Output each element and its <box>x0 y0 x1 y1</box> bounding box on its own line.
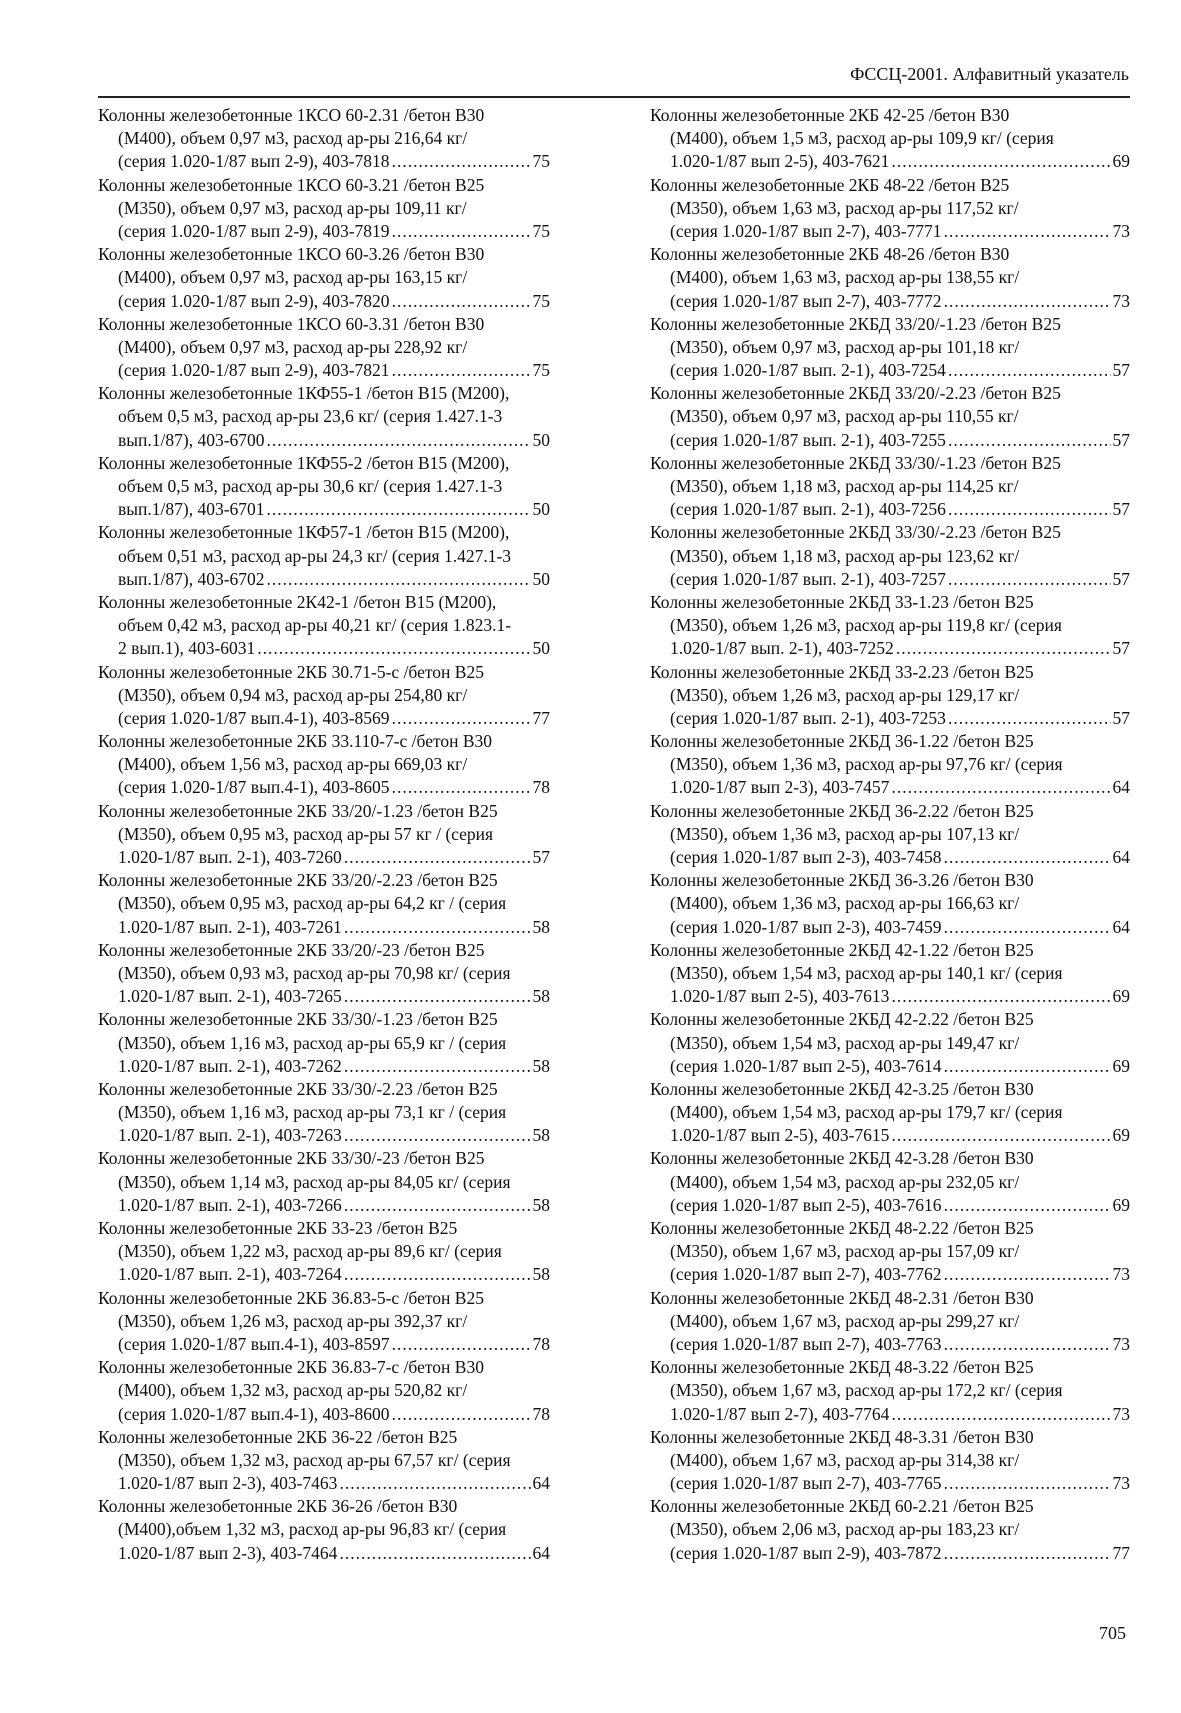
entry-last-line <box>650 1263 1130 1286</box>
dot-leader <box>891 1403 1110 1426</box>
entry-detail-line: вып.1/87), 403-6702 <box>118 568 265 589</box>
entry-detail-line: (серия 1.020-1/87 вып 2-3), 403-7459 <box>670 916 942 937</box>
entry-detail-line: 1.020-1/87 вып. 2-1), 403-7263 <box>118 1125 342 1146</box>
index-entry <box>98 869 550 939</box>
entry-detail-line: (М350), объем 1,36 м3, расход ар-ры 107,13 кг/ <box>670 823 1020 844</box>
entry-page-ref: 75 <box>532 360 550 381</box>
dot-leader <box>948 707 1111 730</box>
entry-last-line <box>650 150 1130 173</box>
entry-detail-line: (М350), объем 0,93 м3, расход ар-ры 70,98 кг/ (серия <box>118 962 511 983</box>
dot-leader <box>891 150 1110 173</box>
entry-page-ref: 57 <box>1112 568 1130 589</box>
entry-detail-line: 1.020-1/87 вып 2-3), 403-7457 <box>670 777 890 798</box>
entry-detail-line: (М350), объем 0,97 м3, расход ар-ры 101,18 кг/ <box>670 336 1020 357</box>
entry-title-line: Колонны железобетонные 2КБ 33/20/-2.23 /бетон В25 <box>98 870 498 891</box>
dot-leader <box>392 290 531 313</box>
entry-title-line: Колонны железобетонные 2КБ 36-26 /бетон В30 <box>98 1496 458 1517</box>
entry-page-ref: 69 <box>1112 986 1130 1007</box>
entry-detail-line: (М350), объем 2,06 м3, расход ар-ры 183,23 кг/ <box>670 1519 1020 1540</box>
index-entry <box>98 800 550 870</box>
entry-last-line <box>650 429 1130 452</box>
entry-page-ref: 58 <box>532 1264 550 1285</box>
entry-detail-line: 1.020-1/87 вып. 2-1), 403-7266 <box>118 1194 342 1215</box>
entry-title-line: Колонны железобетонные 2КБД 33/30/-2.23 /бетон В25 <box>650 522 1061 543</box>
entry-page-ref: 50 <box>532 568 550 589</box>
entry-page-ref: 78 <box>532 1403 550 1424</box>
entry-last-line <box>98 916 550 939</box>
dot-leader <box>896 637 1111 660</box>
entry-title-line: Колонны железобетонные 2КБ 30.71-5-с /бетон В25 <box>98 661 484 682</box>
entry-last-line <box>98 776 550 799</box>
entry-detail-line: 1.020-1/87 вып. 2-1), 403-7252 <box>670 638 894 659</box>
entry-last-line <box>650 1124 1130 1147</box>
entry-page-ref: 64 <box>532 1542 550 1563</box>
entry-page-ref: 78 <box>532 1333 550 1354</box>
entry-title-line: Колонны железобетонные 2КБ 33/20/-23 /бетон В25 <box>98 939 485 960</box>
index-entry <box>98 661 550 731</box>
entry-detail-line: 1.020-1/87 вып 2-5), 403-7615 <box>670 1125 890 1146</box>
entry-title-line: Колонны железобетонные 2КБ 33/30/-1.23 /бетон В25 <box>98 1009 498 1030</box>
entry-detail-line: (серия 1.020-1/87 вып 2-7), 403-7772 <box>670 290 942 311</box>
entry-detail-line: (серия 1.020-1/87 вып. 2-1), 403-7257 <box>670 568 946 589</box>
dot-leader <box>944 220 1111 243</box>
index-entry <box>650 174 1130 244</box>
index-entry <box>650 869 1130 939</box>
index-entry <box>98 1008 550 1078</box>
entry-last-line <box>650 1333 1130 1356</box>
entry-detail-line: (М350), объем 1,54 м3, расход ар-ры 140,1 кг/ (серия <box>670 962 1063 983</box>
entry-last-line <box>98 220 550 243</box>
index-column-left <box>98 104 550 1565</box>
entry-last-line <box>98 1472 550 1495</box>
entry-title-line: Колонны железобетонные 2КБ 36.83-7-с /бетон В30 <box>98 1357 484 1378</box>
entry-last-line <box>98 290 550 313</box>
entry-last-line <box>98 1263 550 1286</box>
index-entry <box>98 939 550 1009</box>
header-rule <box>98 96 1130 98</box>
index-entry <box>98 1147 550 1217</box>
entry-detail-line: (М350), объем 1,36 м3, расход ар-ры 97,76 кг/ (серия <box>670 754 1063 775</box>
entry-last-line <box>650 1472 1130 1495</box>
dot-leader <box>944 1263 1111 1286</box>
entry-detail-line: (М350), объем 1,26 м3, расход ар-ры 119,8 кг/ (серия <box>670 615 1062 636</box>
entry-detail-line: 1.020-1/87 вып 2-5), 403-7621 <box>670 151 890 172</box>
entry-detail-line: 1.020-1/87 вып 2-7), 403-7764 <box>670 1403 890 1424</box>
entry-page-ref: 50 <box>532 638 550 659</box>
entry-page-ref: 57 <box>532 847 550 867</box>
dot-leader <box>339 1472 530 1495</box>
entry-page-ref: 77 <box>532 707 550 728</box>
entry-detail-line: (серия 1.020-1/87 вып 2-9), 403-7818 <box>118 151 390 172</box>
entry-detail-line: 1.020-1/87 вып. 2-1), 403-7260 <box>118 847 342 867</box>
entry-detail-line: (М400), объем 0,97 м3, расход ар-ры 228,92 кг/ <box>118 336 468 357</box>
dot-leader <box>944 290 1111 313</box>
dot-leader <box>344 985 531 1008</box>
entry-title-line: Колонны железобетонные 2КБ 33/20/-1.23 /бетон В25 <box>98 800 498 821</box>
entry-detail-line: 1.020-1/87 вып. 2-1), 403-7261 <box>118 916 342 937</box>
entry-detail-line: 2 вып.1), 403-6031 <box>118 638 256 659</box>
entry-detail-line: 1.020-1/87 вып 2-5), 403-7613 <box>670 986 890 1007</box>
entry-page-ref: 58 <box>532 916 550 937</box>
index-entry <box>650 800 1130 870</box>
entry-title-line: Колонны железобетонные 2КБ 48-26 /бетон В30 <box>650 244 1010 265</box>
entry-detail-line: (М400), объем 1,5 м3, расход ар-ры 109,9 кг/ (серия <box>670 128 1054 149</box>
entry-page-ref: 57 <box>1112 360 1130 381</box>
entry-last-line <box>98 1194 550 1217</box>
index-entry <box>98 104 550 174</box>
entry-detail-line: (М400), объем 1,63 м3, расход ар-ры 138,55 кг/ <box>670 267 1020 288</box>
entry-title-line: Колонны железобетонные 2КБД 42-3.25 /бетон В30 <box>650 1078 1034 1099</box>
dot-leader <box>944 1333 1111 1356</box>
entry-title-line: Колонны железобетонные 1КСО 60-3.31 /бетон В30 <box>98 313 485 334</box>
page-number: 705 <box>1099 1623 1126 1643</box>
entry-detail-line: (М350), объем 1,67 м3, расход ар-ры 172,2 кг/ (серия <box>670 1380 1063 1401</box>
index-entry <box>98 174 550 244</box>
entry-last-line <box>98 359 550 382</box>
entry-page-ref: 57 <box>1112 707 1130 728</box>
entry-title-line: Колонны железобетонные 1КСО 60-3.21 /бетон В25 <box>98 174 485 195</box>
entry-detail-line: (М400), объем 1,56 м3, расход ар-ры 669,03 кг/ <box>118 754 468 775</box>
dot-leader <box>948 429 1111 452</box>
dot-leader <box>944 1472 1111 1495</box>
entry-last-line <box>650 637 1130 660</box>
entry-page-ref: 69 <box>1112 1125 1130 1146</box>
index-entry <box>650 730 1130 800</box>
entry-last-line <box>98 429 550 452</box>
entry-detail-line: (серия 1.020-1/87 вып 2-9), 403-7821 <box>118 360 390 381</box>
entry-title-line: Колонны железобетонные 2КБД 33-2.23 /бетон В25 <box>650 661 1034 682</box>
entry-last-line <box>650 220 1130 243</box>
entry-detail-line: объем 0,51 м3, расход ар-ры 24,3 кг/ (серия 1.427.1-3 <box>118 545 512 566</box>
dot-leader <box>891 1124 1110 1147</box>
dot-leader <box>257 637 530 660</box>
entry-detail-line: (М400), объем 1,54 м3, расход ар-ры 232,05 кг/ <box>670 1171 1020 1192</box>
entry-page-ref: 64 <box>1112 847 1130 867</box>
entry-page-ref: 64 <box>532 1473 550 1494</box>
entry-detail-line: (М400), объем 1,54 м3, расход ар-ры 179,7 кг/ (серия <box>670 1102 1063 1123</box>
entry-last-line <box>650 846 1130 869</box>
entry-title-line: Колонны железобетонные 2КБД 33/30/-1.23 /бетон В25 <box>650 452 1061 473</box>
entry-page-ref: 77 <box>1112 1542 1130 1563</box>
entry-detail-line: объем 0,5 м3, расход ар-ры 30,6 кг/ (серия 1.427.1-3 <box>118 476 503 496</box>
entry-detail-line: (серия 1.020-1/87 вып. 2-1), 403-7255 <box>670 429 946 450</box>
dot-leader <box>344 846 531 869</box>
index-entry <box>650 1008 1130 1078</box>
entry-detail-line: (серия 1.020-1/87 вып.4-1), 403-8605 <box>118 777 390 798</box>
entry-title-line: Колонны железобетонные 2КБД 48-2.22 /бетон В25 <box>650 1218 1034 1238</box>
entry-page-ref: 50 <box>532 499 550 520</box>
index-entry <box>650 1078 1130 1148</box>
entry-title-line: Колонны железобетонные 2КБ 36-22 /бетон В25 <box>98 1426 458 1447</box>
entry-detail-line: (М350), объем 0,97 м3, расход ар-ры 109,11 кг/ <box>118 197 467 218</box>
entry-title-line: Колонны железобетонные 2КБД 33/20/-2.23 /бетон В25 <box>650 383 1061 404</box>
entry-title-line: Колонны железобетонные 2КБД 60-2.21 /бетон В25 <box>650 1496 1034 1517</box>
entry-detail-line: объем 0,42 м3, расход ар-ры 40,21 кг/ (серия 1.823.1- <box>118 615 512 636</box>
index-entry <box>650 661 1130 731</box>
entry-last-line <box>650 707 1130 730</box>
entry-detail-line: (М350), объем 1,14 м3, расход ар-ры 84,05 кг/ (серия <box>118 1171 511 1192</box>
index-entry <box>650 591 1130 661</box>
index-entry <box>650 1287 1130 1357</box>
entry-page-ref: 58 <box>532 1125 550 1146</box>
entry-detail-line: (М350), объем 1,54 м3, расход ар-ры 149,47 кг/ <box>670 1032 1020 1053</box>
entry-last-line <box>650 1403 1130 1426</box>
index-entry <box>98 1078 550 1148</box>
entry-detail-line: (М350), объем 1,32 м3, расход ар-ры 67,57 кг/ (серия <box>118 1449 511 1470</box>
entry-last-line <box>650 985 1130 1008</box>
entry-detail-line: 1.020-1/87 вып. 2-1), 403-7264 <box>118 1264 342 1285</box>
dot-leader <box>392 220 531 243</box>
entry-detail-line: (серия 1.020-1/87 вып 2-7), 403-7763 <box>670 1333 942 1354</box>
dot-leader <box>344 1055 531 1078</box>
index-entry <box>98 313 550 383</box>
index-entry <box>650 452 1130 522</box>
index-entry <box>650 313 1130 383</box>
dot-leader <box>392 359 531 382</box>
index-entry <box>98 452 550 522</box>
entry-detail-line: (серия 1.020-1/87 вып 2-7), 403-7771 <box>670 220 942 241</box>
entry-page-ref: 64 <box>1112 777 1130 798</box>
dot-leader <box>891 776 1110 799</box>
index-entry <box>98 243 550 313</box>
index-entry <box>98 521 550 591</box>
entry-page-ref: 50 <box>532 429 550 450</box>
entry-detail-line: (М400), объем 1,36 м3, расход ар-ры 166,63 кг/ <box>670 893 1020 914</box>
entry-title-line: Колонны железобетонные 2КБД 33/20/-1.23 /бетон В25 <box>650 313 1061 334</box>
entry-title-line: Колонны железобетонные 2КБД 36-1.22 /бетон В25 <box>650 731 1034 752</box>
entry-last-line <box>650 1194 1130 1217</box>
entry-page-ref: 75 <box>532 220 550 241</box>
entry-last-line <box>98 1542 550 1565</box>
entry-title-line: Колонны железобетонные 2КБ 36.83-5-с /бетон В25 <box>98 1287 484 1308</box>
entry-detail-line: (серия 1.020-1/87 вып. 2-1), 403-7254 <box>670 360 946 381</box>
entry-page-ref: 75 <box>532 290 550 311</box>
dot-leader <box>344 1263 531 1286</box>
entry-page-ref: 69 <box>1112 151 1130 172</box>
entry-detail-line: (М350), объем 1,22 м3, расход ар-ры 89,6 кг/ (серия <box>118 1241 502 1262</box>
entry-page-ref: 73 <box>1112 290 1130 311</box>
index-entry <box>98 591 550 661</box>
dot-leader <box>344 1124 531 1147</box>
dot-leader <box>344 916 531 939</box>
index-entry <box>650 1217 1130 1287</box>
dot-leader <box>944 916 1111 939</box>
entry-detail-line: 1.020-1/87 вып. 2-1), 403-7262 <box>118 1055 342 1076</box>
entry-detail-line: (серия 1.020-1/87 вып.4-1), 403-8597 <box>118 1333 390 1354</box>
entry-last-line <box>98 637 550 660</box>
entry-last-line <box>98 150 550 173</box>
dot-leader <box>392 1403 531 1426</box>
entry-page-ref: 73 <box>1112 1264 1130 1285</box>
index-entry <box>98 730 550 800</box>
dot-leader <box>944 1055 1111 1078</box>
entry-detail-line: (серия 1.020-1/87 вып 2-9), 403-7820 <box>118 290 390 311</box>
dot-leader <box>948 359 1111 382</box>
entry-page-ref: 69 <box>1112 1194 1130 1215</box>
index-entry <box>650 521 1130 591</box>
dot-leader <box>944 1542 1111 1565</box>
entry-title-line: Колонны железобетонные 2КБД 36-2.22 /бетон В25 <box>650 800 1034 821</box>
dot-leader <box>891 985 1110 1008</box>
entry-last-line <box>98 1055 550 1078</box>
entry-detail-line: (М350), объем 0,95 м3, расход ар-ры 64,2 кг / (серия <box>118 893 507 914</box>
index-entry <box>650 382 1130 452</box>
entry-last-line <box>98 846 550 869</box>
entry-detail-line: (М400), объем 0,97 м3, расход ар-ры 163,15 кг/ <box>118 267 468 288</box>
entry-title-line: Колонны железобетонные 2КБ 42-25 /бетон В30 <box>650 105 1010 125</box>
entry-page-ref: 57 <box>1112 499 1130 520</box>
entry-title-line: Колонны железобетонные 2КБД 48-3.22 /бетон В25 <box>650 1357 1034 1378</box>
entry-last-line <box>98 1124 550 1147</box>
entry-detail-line: (М350), объем 1,26 м3, расход ар-ры 129,17 кг/ <box>670 684 1020 705</box>
entry-title-line: Колонны железобетонные 2КБД 48-3.31 /бетон В30 <box>650 1426 1034 1447</box>
entry-detail-line: (серия 1.020-1/87 вып 2-3), 403-7458 <box>670 847 942 867</box>
entry-last-line <box>98 568 550 591</box>
entry-last-line <box>98 1333 550 1356</box>
entry-title-line: Колонны железобетонные 2КБД 36-3.26 /бетон В30 <box>650 870 1034 891</box>
index-entry <box>98 1356 550 1426</box>
index-entry <box>98 1495 550 1565</box>
entry-last-line <box>98 498 550 521</box>
index-column-right <box>650 104 1130 1565</box>
index-entry <box>650 1495 1130 1565</box>
dot-leader <box>948 568 1111 591</box>
dot-leader <box>344 1194 531 1217</box>
running-header: ФССЦ-2001. Алфавитный указатель <box>850 64 1129 84</box>
entry-detail-line: (М400), объем 1,67 м3, расход ар-ры 314,38 кг/ <box>670 1449 1020 1470</box>
index-entry <box>98 1287 550 1357</box>
dot-leader <box>944 1194 1111 1217</box>
index-entry <box>650 1147 1130 1217</box>
entry-last-line <box>650 290 1130 313</box>
entry-detail-line: объем 0,5 м3, расход ар-ры 23,6 кг/ (серия 1.427.1-3 <box>118 406 503 427</box>
entry-detail-line: (серия 1.020-1/87 вып 2-5), 403-7614 <box>670 1055 942 1076</box>
dot-leader <box>339 1542 530 1565</box>
entry-title-line: Колонны железобетонные 1КСО 60-3.26 /бетон В30 <box>98 244 485 265</box>
entry-detail-line: (М350), объем 1,16 м3, расход ар-ры 65,9 кг / (серия <box>118 1032 507 1053</box>
entry-page-ref: 57 <box>1112 429 1130 450</box>
entry-page-ref: 73 <box>1112 1403 1130 1424</box>
entry-last-line <box>650 1542 1130 1565</box>
index-entry <box>650 1356 1130 1426</box>
entry-detail-line: (М400),объем 1,32 м3, расход ар-ры 96,83 кг/ (серия <box>118 1519 507 1540</box>
dot-leader <box>944 846 1111 869</box>
dot-leader <box>392 1333 531 1356</box>
dot-leader <box>267 498 531 521</box>
entry-detail-line: 1.020-1/87 вып. 2-1), 403-7265 <box>118 986 342 1007</box>
entry-detail-line: (М350), объем 1,63 м3, расход ар-ры 117,52 кг/ <box>670 197 1019 218</box>
entry-detail-line: (М350), объем 1,26 м3, расход ар-ры 392,37 кг/ <box>118 1310 468 1331</box>
entry-title-line: Колонны железобетонные 2К42-1 /бетон В15 (М200), <box>98 591 497 612</box>
entry-detail-line: (М400), объем 0,97 м3, расход ар-ры 216,64 кг/ <box>118 128 468 149</box>
index-entry <box>98 1426 550 1496</box>
entry-detail-line: (серия 1.020-1/87 вып.4-1), 403-8569 <box>118 707 390 728</box>
dot-leader <box>392 150 531 173</box>
dot-leader <box>267 429 531 452</box>
entry-detail-line: 1.020-1/87 вып 2-3), 403-7464 <box>118 1542 338 1563</box>
entry-detail-line: (серия 1.020-1/87 вып 2-9), 403-7872 <box>670 1542 942 1563</box>
dot-leader <box>948 498 1111 521</box>
dot-leader <box>392 707 531 730</box>
entry-detail-line: (М350), объем 0,94 м3, расход ар-ры 254,80 кг/ <box>118 684 468 705</box>
entry-page-ref: 73 <box>1112 220 1130 241</box>
entry-detail-line: (М350), объем 1,16 м3, расход ар-ры 73,1 кг / (серия <box>118 1102 507 1123</box>
entry-page-ref: 75 <box>532 151 550 172</box>
entry-page-ref: 69 <box>1112 1055 1130 1076</box>
entry-title-line: Колонны железобетонные 2КБ 33/30/-2.23 /бетон В25 <box>98 1078 498 1099</box>
entry-last-line <box>650 1055 1130 1078</box>
entry-detail-line: (М350), объем 1,67 м3, расход ар-ры 157,09 кг/ <box>670 1241 1020 1262</box>
entry-detail-line: 1.020-1/87 вып 2-3), 403-7463 <box>118 1473 338 1494</box>
entry-title-line: Колонны железобетонные 2КБ 33/30/-23 /бетон В25 <box>98 1148 485 1169</box>
entry-page-ref: 58 <box>532 1194 550 1215</box>
entry-detail-line: (серия 1.020-1/87 вып 2-9), 403-7819 <box>118 220 390 241</box>
entry-last-line <box>650 568 1130 591</box>
entry-last-line <box>650 776 1130 799</box>
entry-page-ref: 78 <box>532 777 550 798</box>
entry-title-line: Колонны железобетонные 2КБ 33.110-7-с /бетон В30 <box>98 731 493 752</box>
entry-detail-line: (М350), объем 1,18 м3, расход ар-ры 123,62 кг/ <box>670 545 1020 566</box>
entry-last-line <box>98 707 550 730</box>
entry-detail-line: (серия 1.020-1/87 вып.4-1), 403-8600 <box>118 1403 390 1424</box>
entry-page-ref: 58 <box>532 986 550 1007</box>
entry-title-line: Колонны железобетонные 2КБД 48-2.31 /бетон В30 <box>650 1287 1034 1308</box>
entry-title-line: Колонны железобетонные 1КФ55-2 /бетон В15 (М200), <box>98 452 510 473</box>
index-entry <box>98 382 550 452</box>
entry-detail-line: (серия 1.020-1/87 вып 2-7), 403-7762 <box>670 1264 942 1285</box>
entry-detail-line: (серия 1.020-1/87 вып 2-5), 403-7616 <box>670 1194 942 1215</box>
entry-last-line <box>650 498 1130 521</box>
entry-last-line <box>650 916 1130 939</box>
entry-detail-line: вып.1/87), 403-6701 <box>118 499 265 520</box>
entry-detail-line: (М400), объем 1,67 м3, расход ар-ры 299,27 кг/ <box>670 1310 1020 1331</box>
entry-title-line: Колонны железобетонные 2КБД 33-1.23 /бетон В25 <box>650 591 1034 612</box>
entry-title-line: Колонны железобетонные 1КФ57-1 /бетон В15 (М200), <box>98 522 510 543</box>
index-entry <box>650 243 1130 313</box>
entry-last-line <box>98 985 550 1008</box>
entry-page-ref: 73 <box>1112 1333 1130 1354</box>
entry-detail-line: вып.1/87), 403-6700 <box>118 429 265 450</box>
dot-leader <box>392 776 531 799</box>
entry-title-line: Колонны железобетонные 2КБД 42-3.28 /бетон В30 <box>650 1148 1034 1169</box>
entry-page-ref: 64 <box>1112 916 1130 937</box>
entry-detail-line: (серия 1.020-1/87 вып. 2-1), 403-7253 <box>670 707 946 728</box>
entry-title-line: Колонны железобетонные 2КБ 48-22 /бетон В25 <box>650 174 1010 195</box>
index-entry <box>650 939 1130 1009</box>
dot-leader <box>267 568 531 591</box>
entry-page-ref: 73 <box>1112 1473 1130 1494</box>
entry-detail-line: (М350), объем 0,95 м3, расход ар-ры 57 кг / (серия <box>118 823 494 844</box>
entry-title-line: Колонны железобетонные 1КФ55-1 /бетон В15 (М200), <box>98 383 510 404</box>
entry-title-line: Колонны железобетонные 2КБД 42-2.22 /бетон В25 <box>650 1009 1034 1030</box>
entry-detail-line: (серия 1.020-1/87 вып 2-7), 403-7765 <box>670 1473 942 1494</box>
entry-page-ref: 58 <box>532 1055 550 1076</box>
index-entry <box>98 1217 550 1287</box>
entry-title-line: Колонны железобетонные 1КСО 60-2.31 /бетон В30 <box>98 105 485 125</box>
index-entry <box>650 104 1130 174</box>
entry-detail-line: (М400), объем 1,32 м3, расход ар-ры 520,82 кг/ <box>118 1380 468 1401</box>
entry-detail-line: (М350), объем 1,18 м3, расход ар-ры 114,25 кг/ <box>670 476 1019 496</box>
entry-detail-line: (серия 1.020-1/87 вып. 2-1), 403-7256 <box>670 499 946 520</box>
entry-page-ref: 57 <box>1112 638 1130 659</box>
entry-title-line: Колонны железобетонные 2КБД 42-1.22 /бетон В25 <box>650 939 1034 960</box>
entry-last-line <box>98 1403 550 1426</box>
index-entry <box>650 1426 1130 1496</box>
entry-detail-line: (М350), объем 0,97 м3, расход ар-ры 110,55 кг/ <box>670 406 1019 427</box>
entry-last-line <box>650 359 1130 382</box>
entry-title-line: Колонны железобетонные 2КБ 33-23 /бетон В25 <box>98 1218 458 1238</box>
